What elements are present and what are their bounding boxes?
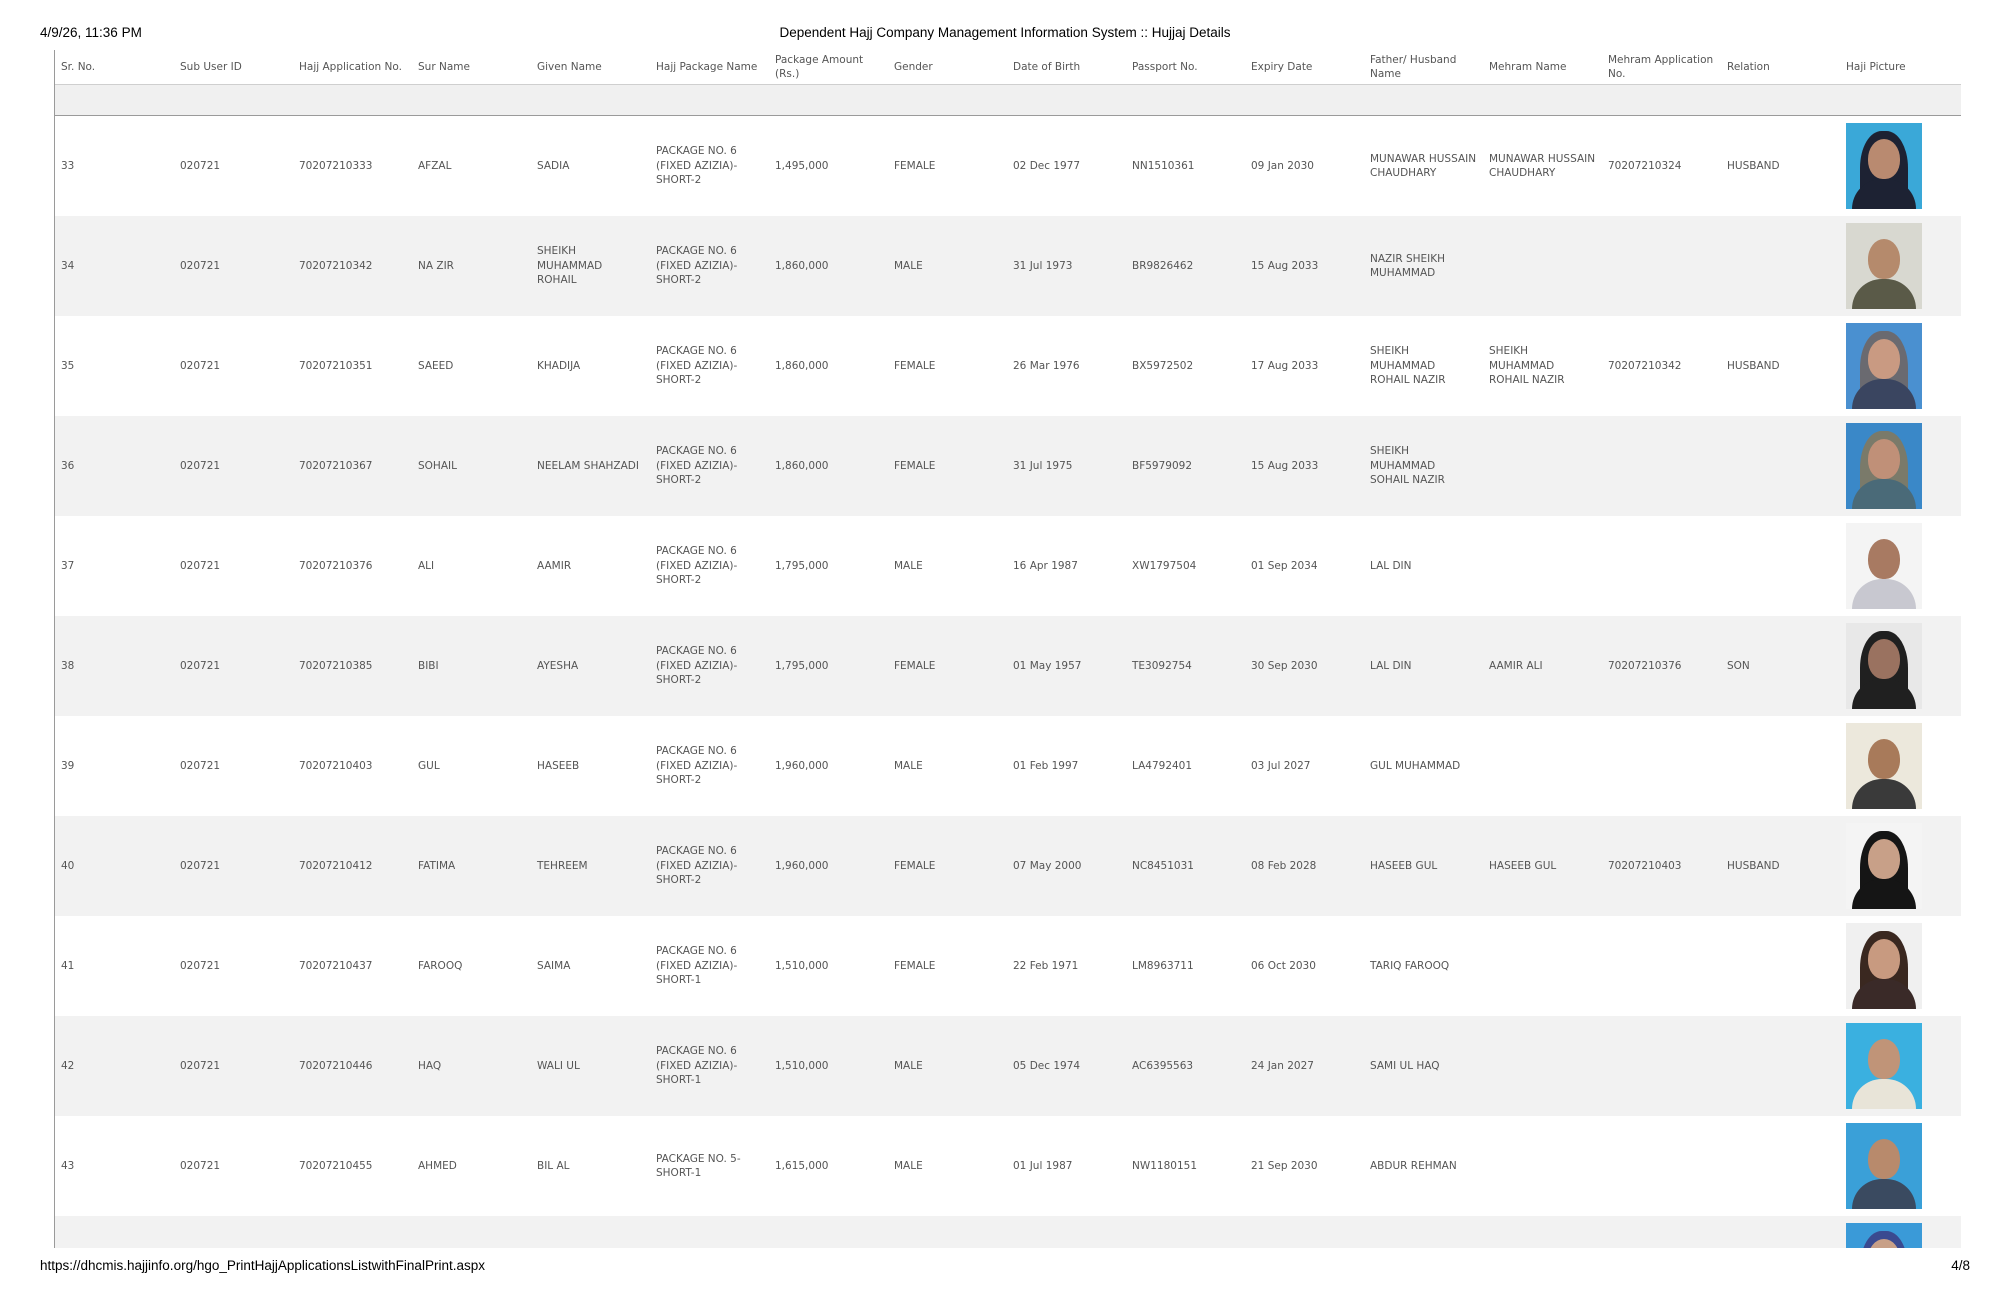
column-header-hajj-package-name[interactable]: Hajj Package Name xyxy=(650,50,769,85)
cell-haji-picture xyxy=(1840,516,1961,616)
cell-haji-picture xyxy=(1840,116,1961,217)
cell-expiry-date: 03 Jul 2027 xyxy=(1245,716,1364,816)
cell-sub-user-id: 020721 xyxy=(174,316,293,416)
cell-gender: FEMALE xyxy=(888,816,1007,916)
cell-hajj-application-no: 70207210367 xyxy=(293,416,412,516)
cell-mehram-name xyxy=(1483,416,1602,516)
cell-mehram-application-no xyxy=(1602,1216,1721,1248)
cell-expiry-date: 24 Jan 2027 xyxy=(1245,1016,1364,1116)
cell-given-name: SAIMA xyxy=(531,916,650,1016)
cell-mehram-name xyxy=(1483,1216,1602,1248)
cell-passport-no: BX5972502 xyxy=(1126,316,1245,416)
page-number: 4/8 xyxy=(1951,1258,1970,1273)
table-header-row xyxy=(55,50,1961,85)
cell-sur-name: BIBI xyxy=(412,616,531,716)
cell-mehram-name: MUNAWAR HUSSAIN CHAUDHARY xyxy=(1483,116,1602,217)
cell-sur-name: FATIMA xyxy=(412,816,531,916)
cell-sub-user-id: 020721 xyxy=(174,816,293,916)
cell-hajj-package-name: PACKAGE NO. 6 (FIXED AZIZIA)-SHORT-2 xyxy=(650,816,769,916)
cell-mehram-name xyxy=(1483,216,1602,316)
column-header-father-husband-name[interactable]: Father/ Husband Name xyxy=(1364,50,1483,85)
cell-sub-user-id: 020721 xyxy=(174,1016,293,1116)
column-header-sr-no[interactable]: Sr. No. xyxy=(55,50,174,85)
cell-mehram-name xyxy=(1483,1016,1602,1116)
cell-sub-user-id: 020721 xyxy=(174,216,293,316)
cell-expiry-date: 21 Sep 2030 xyxy=(1245,1116,1364,1216)
haji-photo xyxy=(1846,223,1922,309)
cell-passport-no: NW1180151 xyxy=(1126,1116,1245,1216)
cell-hajj-package-name: PACKAGE NO. 6 (FIXED AZIZIA)-SHORT-2 xyxy=(650,216,769,316)
table-row xyxy=(55,1016,1961,1116)
cell-sr-no: 35 xyxy=(55,316,174,416)
cell-hajj-package-name: PACKAGE NO. 6 (FIXED AZIZIA)-SHORT-2 xyxy=(650,116,769,217)
cell-passport-no: XW1797504 xyxy=(1126,516,1245,616)
cell-package-amount: 1,510,000 xyxy=(769,916,888,1016)
cell-package-amount: 1,860,000 xyxy=(769,316,888,416)
cell-sur-name: NA ZIR xyxy=(412,216,531,316)
cell-haji-picture xyxy=(1840,616,1961,716)
cell-hajj-application-no: 70207210342 xyxy=(293,216,412,316)
cell-date-of-birth: 31 Jul 1973 xyxy=(1007,216,1126,316)
cell-hajj-package-name: PACKAGE NO. 6 (FIXED AZIZIA)-SHORT-2 xyxy=(650,416,769,516)
cell-expiry-date: 06 Oct 2030 xyxy=(1245,916,1364,1016)
cell-sub-user-id: 020721 xyxy=(174,916,293,1016)
cell-date-of-birth: 02 Dec 1977 xyxy=(1007,116,1126,217)
cell-mehram-application-no: 70207210342 xyxy=(1602,316,1721,416)
cell-given-name: SADIA xyxy=(531,116,650,217)
table-row xyxy=(55,116,1961,217)
cell-hajj-package-name: PACKAGE NO. 6 (FIXED AZIZIA)-SHORT-2 xyxy=(650,316,769,416)
cell-mehram-application-no xyxy=(1602,716,1721,816)
cell-father-husband-name: GUL MUHAMMAD xyxy=(1364,716,1483,816)
cell-given-name: HASEEB xyxy=(531,716,650,816)
cell-given-name: AAMIR xyxy=(531,516,650,616)
cell-hajj-package-name: PACKAGE NO. 6 (FIXED AZIZIA)-SHORT-1 xyxy=(650,916,769,1016)
cell-expiry-date xyxy=(1245,1216,1364,1248)
column-header-passport-no[interactable]: Passport No. xyxy=(1126,50,1245,85)
cell-relation: SON xyxy=(1721,616,1840,716)
cell-sr-no: 43 xyxy=(55,1116,174,1216)
table-row xyxy=(55,616,1961,716)
cell-father-husband-name: ABDUR REHMAN xyxy=(1364,1116,1483,1216)
cell-mehram-application-no xyxy=(1602,416,1721,516)
cell-expiry-date: 09 Jan 2030 xyxy=(1245,116,1364,217)
cell-sub-user-id: 020721 xyxy=(174,116,293,217)
cell-package-amount: 1,960,000 xyxy=(769,816,888,916)
cell-package-amount: 1,495,000 xyxy=(769,116,888,217)
cell-sur-name: FAROOQ xyxy=(412,916,531,1016)
table-row xyxy=(55,1116,1961,1216)
cell-gender: FEMALE xyxy=(888,116,1007,217)
haji-photo xyxy=(1846,1223,1922,1248)
cell-hajj-application-no: 70207210333 xyxy=(293,116,412,217)
cell-package-amount: 1,795,000 xyxy=(769,616,888,716)
cell-sur-name: GUL xyxy=(412,716,531,816)
cell-gender: FEMALE xyxy=(888,316,1007,416)
haji-photo xyxy=(1846,123,1922,209)
cell-date-of-birth: 16 Apr 1987 xyxy=(1007,516,1126,616)
haji-photo xyxy=(1846,823,1922,909)
cell-passport-no: LA4792401 xyxy=(1126,716,1245,816)
cell-mehram-name xyxy=(1483,1116,1602,1216)
column-header-package-amount[interactable]: Package Amount (Rs.) xyxy=(769,50,888,85)
cell-given-name: WALI UL xyxy=(531,1016,650,1116)
cell-date-of-birth xyxy=(1007,1216,1126,1248)
column-header-expiry-date[interactable]: Expiry Date xyxy=(1245,50,1364,85)
cell-hajj-package-name: PACKAGE NO. 5-SHORT-1 xyxy=(650,1116,769,1216)
cell-relation xyxy=(1721,1016,1840,1116)
table-row xyxy=(55,716,1961,816)
cell-package-amount: 1,860,000 xyxy=(769,216,888,316)
cell-given-name: BIL AL xyxy=(531,1116,650,1216)
haji-photo xyxy=(1846,1023,1922,1109)
haji-photo xyxy=(1846,623,1922,709)
cell-mehram-application-no: 70207210403 xyxy=(1602,816,1721,916)
cell-sub-user-id: 020721 xyxy=(174,616,293,716)
cell-sub-user-id: 020721 xyxy=(174,716,293,816)
cell-mehram-name: AAMIR ALI xyxy=(1483,616,1602,716)
cell-hajj-application-no xyxy=(293,1216,412,1248)
cell-hajj-package-name: PACKAGE NO. 6 (FIXED AZIZIA)-SHORT-2 xyxy=(650,616,769,716)
cell-date-of-birth: 01 Jul 1987 xyxy=(1007,1116,1126,1216)
cell-sub-user-id xyxy=(174,1216,293,1248)
cell-father-husband-name: NAZIR SHEIKH MUHAMMAD xyxy=(1364,216,1483,316)
cell-sur-name: HAQ xyxy=(412,1016,531,1116)
page-url: https://dhcmis.hajjinfo.org/hgo_PrintHajjApplicationsListwithFinalPrint.aspx xyxy=(40,1258,485,1273)
cell-relation: HUSBAND xyxy=(1721,316,1840,416)
cell-haji-picture xyxy=(1840,816,1961,916)
cell-hajj-application-no: 70207210437 xyxy=(293,916,412,1016)
cell-sr-no: 34 xyxy=(55,216,174,316)
cell-sur-name: ALI xyxy=(412,516,531,616)
cell-hajj-application-no: 70207210403 xyxy=(293,716,412,816)
cell-hajj-application-no: 70207210412 xyxy=(293,816,412,916)
print-footer xyxy=(40,1258,1970,1276)
cell-mehram-name: SHEIKH MUHAMMAD ROHAIL NAZIR xyxy=(1483,316,1602,416)
cell-expiry-date: 08 Feb 2028 xyxy=(1245,816,1364,916)
cell-gender: FEMALE xyxy=(888,916,1007,1016)
column-header-sub-user-id[interactable]: Sub User ID xyxy=(174,50,293,85)
cell-sr-no: 37 xyxy=(55,516,174,616)
cell-mehram-name xyxy=(1483,516,1602,616)
cell-father-husband-name: TARIQ FAROOQ xyxy=(1364,916,1483,1016)
cell-father-husband-name: SAMI UL HAQ xyxy=(1364,1016,1483,1116)
cell-gender: MALE xyxy=(888,716,1007,816)
cell-sub-user-id: 020721 xyxy=(174,516,293,616)
cell-gender: FEMALE xyxy=(888,416,1007,516)
table-body xyxy=(55,116,1961,1249)
cell-mehram-application-no xyxy=(1602,516,1721,616)
cell-sur-name xyxy=(412,1216,531,1248)
cell-hajj-application-no: 70207210376 xyxy=(293,516,412,616)
cell-sr-no: 33 xyxy=(55,116,174,217)
cell-father-husband-name: SHEIKH MUHAMMAD SOHAIL NAZIR xyxy=(1364,416,1483,516)
cell-father-husband-name xyxy=(1364,1216,1483,1248)
cell-haji-picture xyxy=(1840,1116,1961,1216)
cell-mehram-application-no xyxy=(1602,1116,1721,1216)
cell-sr-no: 42 xyxy=(55,1016,174,1116)
cell-passport-no: BR9826462 xyxy=(1126,216,1245,316)
column-header-gender[interactable]: Gender xyxy=(888,50,1007,85)
cell-sur-name: AHMED xyxy=(412,1116,531,1216)
page-title: Dependent Hajj Company Management Information System :: Hujjaj Details xyxy=(779,25,1231,40)
cell-mehram-application-no xyxy=(1602,916,1721,1016)
cell-hajj-package-name xyxy=(650,1216,769,1248)
cell-sr-no: 41 xyxy=(55,916,174,1016)
cell-package-amount xyxy=(769,1216,888,1248)
cell-mehram-name: HASEEB GUL xyxy=(1483,816,1602,916)
cell-expiry-date: 15 Aug 2033 xyxy=(1245,416,1364,516)
cell-haji-picture xyxy=(1840,416,1961,516)
table-filter-row xyxy=(55,85,1961,116)
cell-given-name: AYESHA xyxy=(531,616,650,716)
cell-haji-picture xyxy=(1840,316,1961,416)
cell-expiry-date: 17 Aug 2033 xyxy=(1245,316,1364,416)
filter-row-cell xyxy=(55,85,1961,116)
cell-mehram-application-no xyxy=(1602,216,1721,316)
column-header-haji-picture[interactable]: Haji Picture xyxy=(1840,50,1961,85)
cell-relation xyxy=(1721,216,1840,316)
column-header-mehram-name[interactable]: Mehram Name xyxy=(1483,50,1602,85)
cell-sr-no: 36 xyxy=(55,416,174,516)
cell-relation xyxy=(1721,1116,1840,1216)
cell-mehram-name xyxy=(1483,916,1602,1016)
cell-given-name: KHADIJA xyxy=(531,316,650,416)
table-row xyxy=(55,1216,1961,1248)
cell-mehram-application-no: 70207210324 xyxy=(1602,116,1721,217)
cell-sr-no: 38 xyxy=(55,616,174,716)
cell-hajj-package-name: PACKAGE NO. 6 (FIXED AZIZIA)-SHORT-2 xyxy=(650,516,769,616)
table-row xyxy=(55,316,1961,416)
cell-hajj-application-no: 70207210455 xyxy=(293,1116,412,1216)
haji-photo xyxy=(1846,723,1922,809)
cell-passport-no: NC8451031 xyxy=(1126,816,1245,916)
cell-gender: MALE xyxy=(888,516,1007,616)
table-row xyxy=(55,516,1961,616)
cell-sr-no: 39 xyxy=(55,716,174,816)
cell-father-husband-name: HASEEB GUL xyxy=(1364,816,1483,916)
column-header-date-of-birth[interactable]: Date of Birth xyxy=(1007,50,1126,85)
column-header-relation[interactable]: Relation xyxy=(1721,50,1840,85)
cell-date-of-birth: 31 Jul 1975 xyxy=(1007,416,1126,516)
cell-expiry-date: 01 Sep 2034 xyxy=(1245,516,1364,616)
cell-father-husband-name: SHEIKH MUHAMMAD ROHAIL NAZIR xyxy=(1364,316,1483,416)
haji-photo xyxy=(1846,923,1922,1009)
cell-haji-picture xyxy=(1840,1216,1961,1248)
table-row xyxy=(55,416,1961,516)
cell-given-name: TEHREEM xyxy=(531,816,650,916)
cell-passport-no: TE3092754 xyxy=(1126,616,1245,716)
cell-hajj-package-name: PACKAGE NO. 6 (FIXED AZIZIA)-SHORT-1 xyxy=(650,1016,769,1116)
cell-date-of-birth: 05 Dec 1974 xyxy=(1007,1016,1126,1116)
cell-package-amount: 1,960,000 xyxy=(769,716,888,816)
print-header xyxy=(40,25,1970,43)
cell-gender: MALE xyxy=(888,1116,1007,1216)
hujjaj-table-container[interactable] xyxy=(54,50,1961,1248)
cell-date-of-birth: 01 May 1957 xyxy=(1007,616,1126,716)
cell-relation xyxy=(1721,916,1840,1016)
cell-relation xyxy=(1721,1216,1840,1248)
table-row xyxy=(55,816,1961,916)
cell-sur-name: AFZAL xyxy=(412,116,531,217)
cell-passport-no: AC6395563 xyxy=(1126,1016,1245,1116)
cell-father-husband-name: LAL DIN xyxy=(1364,516,1483,616)
cell-sr-no: 40 xyxy=(55,816,174,916)
cell-gender xyxy=(888,1216,1007,1248)
cell-expiry-date: 15 Aug 2033 xyxy=(1245,216,1364,316)
cell-passport-no: BF5979092 xyxy=(1126,416,1245,516)
cell-package-amount: 1,860,000 xyxy=(769,416,888,516)
print-date: 4/9/26, 11:36 PM xyxy=(40,25,142,40)
cell-date-of-birth: 26 Mar 1976 xyxy=(1007,316,1126,416)
cell-haji-picture xyxy=(1840,1016,1961,1116)
cell-expiry-date: 30 Sep 2030 xyxy=(1245,616,1364,716)
cell-mehram-application-no: 70207210376 xyxy=(1602,616,1721,716)
cell-passport-no xyxy=(1126,1216,1245,1248)
cell-hajj-application-no: 70207210385 xyxy=(293,616,412,716)
cell-passport-no: NN1510361 xyxy=(1126,116,1245,217)
column-header-sur-name[interactable]: Sur Name xyxy=(412,50,531,85)
cell-hajj-application-no: 70207210351 xyxy=(293,316,412,416)
cell-gender: MALE xyxy=(888,216,1007,316)
column-header-mehram-application-no[interactable]: Mehram Application No. xyxy=(1602,50,1721,85)
cell-sub-user-id: 020721 xyxy=(174,1116,293,1216)
haji-photo xyxy=(1846,523,1922,609)
column-header-given-name[interactable]: Given Name xyxy=(531,50,650,85)
cell-given-name xyxy=(531,1216,650,1248)
cell-sur-name: SAEED xyxy=(412,316,531,416)
cell-sub-user-id: 020721 xyxy=(174,416,293,516)
cell-relation: HUSBAND xyxy=(1721,816,1840,916)
cell-package-amount: 1,615,000 xyxy=(769,1116,888,1216)
cell-relation xyxy=(1721,516,1840,616)
cell-package-amount: 1,510,000 xyxy=(769,1016,888,1116)
table-row xyxy=(55,216,1961,316)
cell-gender: MALE xyxy=(888,1016,1007,1116)
column-header-hajj-application-no[interactable]: Hajj Application No. xyxy=(293,50,412,85)
cell-mehram-name xyxy=(1483,716,1602,816)
cell-hajj-application-no: 70207210446 xyxy=(293,1016,412,1116)
cell-gender: FEMALE xyxy=(888,616,1007,716)
cell-date-of-birth: 22 Feb 1971 xyxy=(1007,916,1126,1016)
cell-sr-no xyxy=(55,1216,174,1248)
hujjaj-details-table xyxy=(55,50,1961,1248)
cell-relation xyxy=(1721,716,1840,816)
cell-haji-picture xyxy=(1840,916,1961,1016)
cell-hajj-package-name: PACKAGE NO. 6 (FIXED AZIZIA)-SHORT-2 xyxy=(650,716,769,816)
cell-date-of-birth: 07 May 2000 xyxy=(1007,816,1126,916)
table-row xyxy=(55,916,1961,1016)
cell-father-husband-name: LAL DIN xyxy=(1364,616,1483,716)
cell-date-of-birth: 01 Feb 1997 xyxy=(1007,716,1126,816)
haji-photo xyxy=(1846,423,1922,509)
cell-haji-picture xyxy=(1840,216,1961,316)
haji-photo xyxy=(1846,323,1922,409)
cell-sur-name: SOHAIL xyxy=(412,416,531,516)
haji-photo xyxy=(1846,1123,1922,1209)
cell-relation: HUSBAND xyxy=(1721,116,1840,217)
cell-relation xyxy=(1721,416,1840,516)
cell-haji-picture xyxy=(1840,716,1961,816)
cell-given-name: SHEIKH MUHAMMAD ROHAIL xyxy=(531,216,650,316)
cell-given-name: NEELAM SHAHZADI xyxy=(531,416,650,516)
cell-father-husband-name: MUNAWAR HUSSAIN CHAUDHARY xyxy=(1364,116,1483,217)
cell-package-amount: 1,795,000 xyxy=(769,516,888,616)
cell-passport-no: LM8963711 xyxy=(1126,916,1245,1016)
cell-mehram-application-no xyxy=(1602,1016,1721,1116)
